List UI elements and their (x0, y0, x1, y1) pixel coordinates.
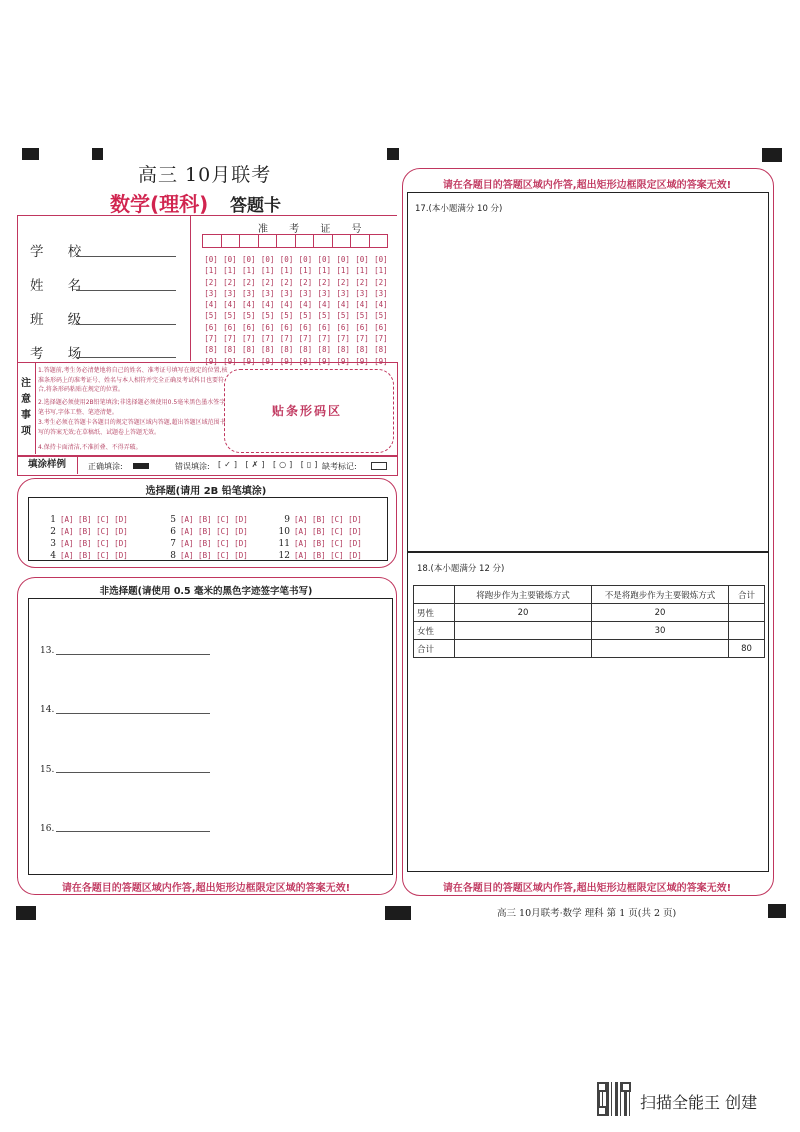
exam-number-column (297, 254, 313, 366)
qr-code-icon (597, 1082, 631, 1116)
digit-bubble[interactable]: [9] (336, 356, 350, 366)
digit-bubble[interactable]: [5] (241, 311, 256, 321)
digit-bubble[interactable]: [2] (204, 277, 218, 287)
digit-bubble[interactable]: [7] (241, 334, 256, 344)
digit-bubble[interactable]: [3] (260, 288, 275, 298)
info-divider (190, 215, 191, 361)
digit-bubble[interactable]: [5] (317, 311, 332, 321)
table-cell: 20 (455, 604, 592, 622)
choice-number: 3 (50, 539, 56, 549)
digit-bubble[interactable]: [1] (317, 266, 332, 276)
digit-bubble[interactable]: [0] (355, 255, 369, 264)
digit-bubble[interactable]: [8] (260, 345, 275, 355)
digit-bubble[interactable]: [2] (317, 277, 332, 287)
digit-bubble[interactable]: [4] (336, 300, 350, 310)
table-cell: 合计 (729, 586, 765, 604)
exam-number-bubbles (203, 254, 389, 366)
digit-bubble[interactable]: [6] (223, 322, 237, 332)
table-cell: 将跑步作为主要锻炼方式 (455, 586, 592, 604)
alignment-mark (16, 906, 36, 920)
digit-bubble[interactable]: [3] (241, 288, 256, 298)
correct-fill-label: 正确填涂: (88, 462, 123, 471)
digit-bubble[interactable]: [8] (223, 345, 237, 355)
digit-bubble[interactable]: [7] (298, 334, 313, 344)
choice-number: 4 (50, 551, 56, 561)
alignment-mark (768, 904, 786, 918)
digit-bubble[interactable]: [7] (336, 334, 350, 344)
digit-bubble[interactable]: [5] (204, 311, 218, 321)
digit-box[interactable] (277, 234, 296, 248)
digit-bubble[interactable]: [3] (336, 288, 350, 298)
digit-bubble[interactable]: [2] (241, 277, 256, 287)
digit-bubble[interactable]: [1] (355, 266, 369, 276)
digit-bubble[interactable]: [4] (317, 300, 332, 310)
wrong-fill-marks (218, 460, 320, 469)
choice-options[interactable]: [A] [B] [C] [D] (180, 551, 248, 560)
alignment-mark (92, 148, 103, 160)
digit-bubble[interactable]: [2] (279, 277, 294, 287)
q17-box (407, 192, 769, 552)
digit-bubble[interactable]: [8] (298, 345, 313, 355)
exam-number-column (203, 254, 219, 366)
table-row (414, 640, 765, 658)
digit-bubble[interactable]: [7] (204, 334, 218, 344)
non-choice-title: 非选择题(请使用 0.5 毫米的黑色字迹签字笔书写) (99, 586, 313, 597)
choice-options[interactable]: [A] [B] [C] [D] (60, 539, 128, 548)
digit-bubble[interactable]: [0] (374, 255, 388, 264)
notice-item-3: 3.考生必须在答题卡各题目的规定答题区域内答题,超出答题区域范围书写的答案无效;在草稿纸、试题卷上答题无效。 (38, 419, 226, 436)
digit-bubble[interactable]: [6] (260, 322, 275, 332)
wrong-half-icon: [▯] (300, 460, 321, 469)
digit-bubble[interactable]: [4] (241, 300, 256, 310)
digit-bubble[interactable]: [7] (374, 334, 388, 344)
digit-bubble[interactable]: [9] (204, 356, 218, 366)
table-cell (729, 622, 765, 640)
digit-bubble[interactable]: [8] (279, 345, 294, 355)
digit-bubble[interactable]: [6] (298, 322, 313, 332)
school-field[interactable] (76, 256, 176, 257)
digit-bubble[interactable]: [3] (204, 288, 218, 298)
digit-bubble[interactable]: [7] (317, 334, 332, 344)
non-choice-inner-box (28, 598, 393, 875)
correct-fill-mark (133, 463, 149, 469)
choice-options[interactable]: [A] [B] [C] [D] (294, 551, 362, 560)
digit-bubble[interactable]: [1] (260, 266, 275, 276)
digit-bubble[interactable]: [5] (223, 311, 237, 321)
digit-bubble[interactable]: [8] (241, 345, 256, 355)
digit-bubble[interactable]: [2] (355, 277, 369, 287)
digit-bubble[interactable]: [9] (317, 356, 332, 366)
digit-bubble[interactable]: [4] (298, 300, 313, 310)
digit-bubble[interactable]: [0] (260, 255, 275, 264)
choice-options[interactable]: [A] [B] [C] [D] (180, 527, 248, 536)
digit-box[interactable] (296, 234, 315, 248)
digit-bubble[interactable]: [0] (241, 255, 256, 264)
name-field[interactable] (76, 290, 176, 291)
class-field[interactable] (76, 324, 176, 325)
digit-bubble[interactable]: [4] (374, 300, 388, 310)
room-field[interactable] (76, 357, 176, 358)
digit-bubble[interactable]: [8] (317, 345, 332, 355)
digit-bubble[interactable]: [1] (241, 266, 256, 276)
digit-bubble[interactable]: [7] (279, 334, 294, 344)
notice-item-1: 1.答题前,考生务必清楚地将自己的姓名、准考证号填写在规定的位置,核准条形码上的准考证号、姓名与本人相符并完全正确及考试科目也要符合,将条形码粘贴在规定的位置。 (38, 367, 228, 393)
digit-bubble[interactable]: [3] (279, 288, 294, 298)
table-cell: 30 (592, 622, 729, 640)
digit-bubble[interactable]: [9] (355, 356, 369, 366)
digit-bubble[interactable]: [5] (279, 311, 294, 321)
fill-sample-label: 填涂样例 (17, 456, 78, 474)
digit-bubble[interactable]: [2] (336, 277, 350, 287)
choice-item (44, 543, 128, 562)
exam-number-column (373, 254, 389, 366)
digit-bubble[interactable]: [0] (223, 255, 237, 264)
choice-number: 7 (170, 539, 176, 549)
choice-number: 5 (170, 515, 176, 525)
digit-bubble[interactable]: [0] (204, 255, 218, 264)
q16-label: 16. (40, 824, 55, 834)
digit-bubble[interactable]: [5] (298, 311, 313, 321)
alignment-mark (385, 906, 411, 920)
notice-heading-text: 注意事项 (21, 378, 31, 437)
choice-number: 6 (170, 527, 176, 537)
digit-bubble[interactable]: [4] (355, 300, 369, 310)
digit-bubble[interactable]: [6] (279, 322, 294, 332)
digit-bubble[interactable]: [7] (223, 334, 237, 344)
digit-bubble[interactable]: [3] (317, 288, 332, 298)
exam-number-boxes (202, 234, 388, 248)
page-footer: 高三 10月联考·数学 理科 第 1 页(共 2 页) (497, 908, 677, 919)
exam-number-title: 准 考 证 号 (258, 224, 371, 235)
digit-bubble[interactable]: [4] (260, 300, 275, 310)
choice-options[interactable]: [A] [B] [C] [D] (294, 539, 362, 548)
digit-bubble[interactable]: [3] (355, 288, 369, 298)
exam-number-column (260, 254, 276, 366)
digit-bubble[interactable]: [7] (355, 334, 369, 344)
digit-bubble[interactable]: [9] (223, 356, 237, 366)
digit-bubble[interactable]: [5] (374, 311, 388, 321)
digit-bubble[interactable]: [2] (223, 277, 237, 287)
choice-options[interactable]: [A] [B] [C] [D] (60, 515, 128, 524)
digit-box[interactable] (222, 234, 241, 248)
digit-box[interactable] (370, 234, 389, 248)
school-label: 学 校 (30, 244, 92, 260)
digit-bubble[interactable]: [5] (355, 311, 369, 321)
choice-item (164, 543, 248, 562)
digit-bubble[interactable]: [9] (241, 356, 256, 366)
digit-bubble[interactable]: [6] (204, 322, 218, 332)
table-cell (592, 640, 729, 658)
q18-table (413, 585, 765, 658)
table-cell: 不是将跑步作为主要锻炼方式 (592, 586, 729, 604)
choice-options[interactable]: [A] [B] [C] [D] (294, 527, 362, 536)
barcode-label: 贴条形码区 (272, 404, 343, 418)
table-cell: 合计 (414, 640, 455, 658)
subject-title: 数学(理科) (110, 192, 209, 216)
digit-bubble[interactable]: [2] (298, 277, 313, 287)
digit-bubble[interactable]: [0] (279, 255, 294, 264)
digit-bubble[interactable]: [6] (336, 322, 350, 332)
digit-bubble[interactable]: [1] (298, 266, 313, 276)
alignment-mark (387, 148, 399, 160)
digit-bubble[interactable]: [4] (223, 300, 237, 310)
choice-options[interactable]: [A] [B] [C] [D] (60, 551, 128, 560)
q15-answer-line[interactable] (56, 772, 210, 773)
absent-mark-label: 缺考标记: (322, 462, 357, 471)
wrong-check-icon: [✓] (218, 460, 240, 469)
wrong-fill-label: 错误填涂: (175, 462, 210, 471)
table-row (414, 604, 765, 622)
name-label: 姓 名 (30, 278, 92, 294)
digit-bubble[interactable]: [2] (260, 277, 275, 287)
choice-number: 11 (278, 539, 290, 549)
exam-number-column (335, 254, 351, 366)
digit-bubble[interactable]: [3] (298, 288, 313, 298)
exam-number-column (279, 254, 295, 366)
table-cell (729, 604, 765, 622)
notice-heading (17, 362, 36, 454)
choice-number: 8 (170, 551, 176, 561)
table-cell: 20 (592, 604, 729, 622)
table-row (414, 586, 765, 604)
digit-bubble[interactable]: [5] (336, 311, 350, 321)
table-cell (455, 640, 592, 658)
card-label: 答题卡 (230, 196, 281, 216)
digit-bubble[interactable]: [3] (223, 288, 237, 298)
left-warning: 请在各题目的答题区域内作答,超出矩形边框限定区域的答案无效! (61, 883, 351, 894)
q17-label: 17.(本小题满分 10 分) (415, 204, 503, 214)
choice-title: 选择题(请用 2B 铅笔填涂) (145, 486, 267, 497)
q13-label: 13. (40, 646, 55, 656)
digit-box[interactable] (351, 234, 370, 248)
choice-number: 1 (50, 515, 56, 525)
digit-bubble[interactable]: [4] (279, 300, 294, 310)
exam-number-column (354, 254, 370, 366)
digit-bubble[interactable]: [8] (374, 345, 388, 355)
q16-answer-line[interactable] (56, 831, 210, 832)
table-cell (455, 622, 592, 640)
digit-box[interactable] (240, 234, 259, 248)
table-cell: 80 (729, 640, 765, 658)
digit-bubble[interactable]: [8] (336, 345, 350, 355)
digit-bubble[interactable]: [1] (336, 266, 350, 276)
alignment-mark (22, 148, 39, 160)
digit-bubble[interactable]: [9] (279, 356, 294, 366)
digit-box[interactable] (202, 234, 222, 248)
table-cell: 女性 (414, 622, 455, 640)
choice-number: 2 (50, 527, 56, 537)
table-cell: 男性 (414, 604, 455, 622)
exam-number-column (241, 254, 257, 366)
choice-options[interactable]: [A] [B] [C] [D] (294, 515, 362, 524)
exam-number-column (316, 254, 332, 366)
digit-box[interactable] (333, 234, 352, 248)
absent-mark-box[interactable] (371, 462, 387, 470)
choice-number: 12 (278, 551, 290, 561)
digit-bubble[interactable]: [8] (355, 345, 369, 355)
choice-number: 10 (278, 527, 290, 537)
exam-number-column (222, 254, 238, 366)
table-cell (414, 586, 455, 604)
choice-options[interactable]: [A] [B] [C] [D] (180, 515, 248, 524)
digit-bubble[interactable]: [1] (279, 266, 294, 276)
notice-item-2: 2.选择题必须使用2B铅笔填涂;非选择题必须使用0.5毫米黑色墨水签字笔书写,字体工整、笔迹清楚。 (38, 399, 226, 416)
scanner-credit: 扫描全能王 创建 (640, 1093, 758, 1112)
right-top-warning: 请在各题目的答题区域内作答,超出矩形边框限定区域的答案无效! (442, 180, 732, 191)
class-label: 班 级 (30, 312, 92, 328)
alignment-mark (762, 148, 782, 162)
q14-label: 14. (40, 705, 55, 715)
digit-bubble[interactable]: [1] (374, 266, 388, 276)
wrong-oval-icon: [○] (273, 460, 296, 469)
digit-bubble[interactable]: [4] (204, 300, 218, 310)
digit-bubble[interactable]: [0] (336, 255, 350, 264)
q15-label: 15. (40, 765, 55, 775)
table-row (414, 622, 765, 640)
digit-bubble[interactable]: [6] (374, 322, 388, 332)
digit-box[interactable] (259, 234, 278, 248)
digit-bubble[interactable]: [1] (223, 266, 237, 276)
digit-bubble[interactable]: [5] (260, 311, 275, 321)
digit-bubble[interactable]: [6] (241, 322, 256, 332)
q18-label: 18.(本小题满分 12 分) (417, 564, 505, 574)
digit-bubble[interactable]: [0] (317, 255, 332, 264)
exam-title: 高三 10月联考 (138, 164, 272, 186)
room-label: 考 场 (30, 346, 92, 362)
notice-item-4: 4.保持卡面清洁,不准折叠、不得弄破。 (38, 444, 142, 451)
wrong-cross-icon: [✗] (245, 460, 268, 469)
digit-bubble[interactable]: [9] (260, 356, 275, 366)
digit-bubble[interactable]: [3] (374, 288, 388, 298)
choice-options[interactable]: [A] [B] [C] [D] (60, 527, 128, 536)
digit-bubble[interactable]: [2] (374, 277, 388, 287)
digit-bubble[interactable]: [6] (317, 322, 332, 332)
digit-box[interactable] (314, 234, 333, 248)
right-bottom-warning: 请在各题目的答题区域内作答,超出矩形边框限定区域的答案无效! (442, 883, 732, 894)
digit-bubble[interactable]: [1] (204, 266, 218, 276)
choice-number: 9 (284, 515, 290, 525)
digit-bubble[interactable]: [8] (204, 345, 218, 355)
digit-bubble[interactable]: [0] (298, 255, 313, 264)
digit-bubble[interactable]: [7] (260, 334, 275, 344)
choice-item (278, 543, 362, 562)
digit-bubble[interactable]: [6] (355, 322, 369, 332)
q14-answer-line[interactable] (56, 713, 210, 714)
choice-grid (44, 507, 384, 561)
q13-answer-line[interactable] (56, 654, 210, 655)
digit-bubble[interactable]: [9] (374, 356, 388, 366)
choice-options[interactable]: [A] [B] [C] [D] (180, 539, 248, 548)
digit-bubble[interactable]: [9] (298, 356, 313, 366)
